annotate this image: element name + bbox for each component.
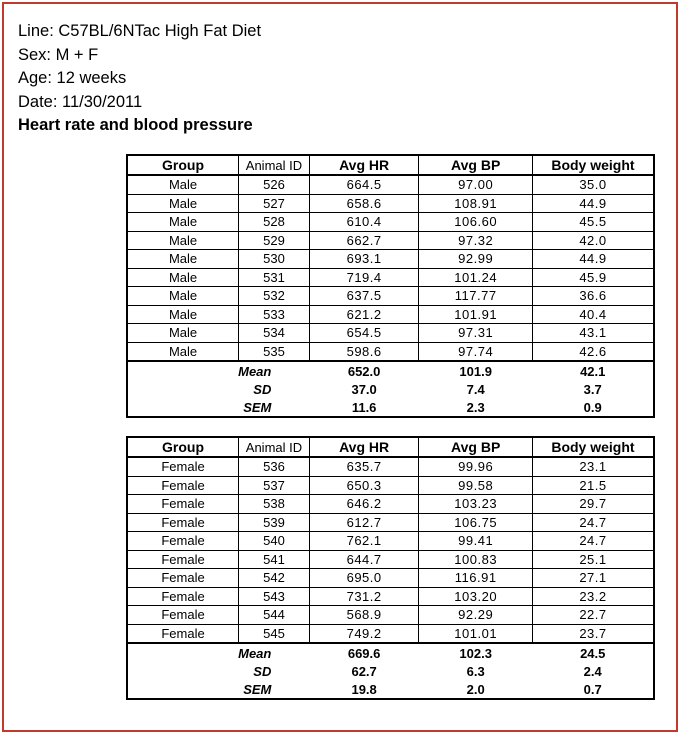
cell-animal-id: 528 xyxy=(239,213,310,232)
female-data-table xyxy=(126,436,655,700)
summary-row-mean xyxy=(127,643,654,662)
table-row xyxy=(127,495,654,514)
cell-avg-bp: 92.29 xyxy=(419,606,533,625)
summary-avg-bp: 101.9 xyxy=(419,361,533,380)
cell-body-weight: 22.7 xyxy=(532,606,654,625)
cell-avg-bp: 99.58 xyxy=(419,476,533,495)
cell-body-weight: 44.9 xyxy=(532,250,654,269)
cell-animal-id: 545 xyxy=(239,624,310,643)
cell-group: Female xyxy=(127,569,239,588)
summary-label: SEM xyxy=(243,399,272,415)
summary-avg-hr: 652.0 xyxy=(309,361,419,380)
cell-animal-id: 532 xyxy=(239,287,310,306)
cell-body-weight: 25.1 xyxy=(532,550,654,569)
cell-avg-hr: 662.7 xyxy=(309,231,419,250)
cell-avg-bp: 116.91 xyxy=(419,569,533,588)
summary-row-mean xyxy=(127,361,654,380)
table-row xyxy=(127,587,654,606)
col-header-avg-hr: Avg HR xyxy=(309,437,419,457)
cell-avg-hr: 598.6 xyxy=(309,342,419,361)
cell-animal-id: 538 xyxy=(239,495,310,514)
cell-animal-id: 530 xyxy=(239,250,310,269)
cell-animal-id: 534 xyxy=(239,324,310,343)
cell-body-weight: 21.5 xyxy=(532,476,654,495)
table-row xyxy=(127,175,654,194)
document-header xyxy=(18,20,261,138)
cell-avg-hr: 650.3 xyxy=(309,476,419,495)
col-header-avg-bp: Avg BP xyxy=(419,155,533,175)
cell-animal-id: 543 xyxy=(239,587,310,606)
col-header-avg-bp: Avg BP xyxy=(419,437,533,457)
summary-body-weight: 0.9 xyxy=(583,399,602,415)
cell-body-weight: 24.7 xyxy=(532,532,654,551)
summary-avg-bp: 7.4 xyxy=(466,381,485,397)
cell-animal-id: 541 xyxy=(239,550,310,569)
summary-body-weight: 3.7 xyxy=(583,381,602,397)
cell-group: Male xyxy=(127,342,239,361)
cell-avg-hr: 719.4 xyxy=(309,268,419,287)
summary-body-weight: 42.1 xyxy=(532,361,654,380)
cell-body-weight: 45.9 xyxy=(532,268,654,287)
table-row xyxy=(127,342,654,361)
cell-avg-bp: 97.32 xyxy=(419,231,533,250)
cell-animal-id: 527 xyxy=(239,194,310,213)
cell-avg-hr: 646.2 xyxy=(309,495,419,514)
col-header-body-weight: Body weight xyxy=(532,437,654,457)
cell-avg-hr: 664.5 xyxy=(309,175,419,194)
col-header-animal-id: Animal ID xyxy=(239,437,310,457)
cell-avg-bp: 106.60 xyxy=(419,213,533,232)
cell-avg-bp: 100.83 xyxy=(419,550,533,569)
cell-avg-hr: 658.6 xyxy=(309,194,419,213)
cell-group: Male xyxy=(127,250,239,269)
cell-group: Female xyxy=(127,550,239,569)
summary-label: Mean xyxy=(127,361,309,380)
summary-avg-hr: 62.7 xyxy=(351,663,377,679)
cell-avg-hr: 695.0 xyxy=(309,569,419,588)
cell-avg-hr: 612.7 xyxy=(309,513,419,532)
table-row xyxy=(127,457,654,476)
cell-animal-id: 533 xyxy=(239,305,310,324)
cell-group: Male xyxy=(127,324,239,343)
table-row xyxy=(127,476,654,495)
col-header-group: Group xyxy=(127,155,239,175)
table-row xyxy=(127,268,654,287)
summary-body-weight: 24.5 xyxy=(532,643,654,662)
header-row xyxy=(127,437,654,457)
summary-avg-hr: 37.0 xyxy=(351,381,377,397)
cell-animal-id: 536 xyxy=(239,457,310,476)
cell-body-weight: 43.1 xyxy=(532,324,654,343)
cell-animal-id: 535 xyxy=(239,342,310,361)
cell-avg-bp: 103.20 xyxy=(419,587,533,606)
col-header-body-weight: Body weight xyxy=(532,155,654,175)
summary-avg-bp: 2.3 xyxy=(466,399,485,415)
table-row xyxy=(127,569,654,588)
cell-group: Female xyxy=(127,495,239,514)
line-label: Line: C57BL/6NTac High Fat Diet xyxy=(18,22,262,40)
summary-label: SD xyxy=(253,663,272,679)
cell-avg-bp: 97.00 xyxy=(419,175,533,194)
summary-row-sem xyxy=(127,680,654,699)
summary-avg-bp: 2.0 xyxy=(466,681,485,697)
cell-group: Female xyxy=(127,624,239,643)
cell-avg-hr: 693.1 xyxy=(309,250,419,269)
cell-animal-id: 537 xyxy=(239,476,310,495)
document-subtitle: Heart rate and blood pressure xyxy=(18,116,253,134)
cell-animal-id: 539 xyxy=(239,513,310,532)
summary-avg-hr: 19.8 xyxy=(351,681,377,697)
cell-animal-id: 526 xyxy=(239,175,310,194)
cell-group: Male xyxy=(127,175,239,194)
cell-avg-bp: 101.91 xyxy=(419,305,533,324)
summary-avg-hr: 669.6 xyxy=(309,643,419,662)
cell-body-weight: 24.7 xyxy=(532,513,654,532)
cell-animal-id: 529 xyxy=(239,231,310,250)
table-row xyxy=(127,250,654,269)
date-label: Date: 11/30/2011 xyxy=(18,92,143,111)
cell-group: Male xyxy=(127,268,239,287)
table-row xyxy=(127,532,654,551)
table-row xyxy=(127,624,654,643)
table-row xyxy=(127,606,654,625)
cell-avg-bp: 117.77 xyxy=(419,287,533,306)
summary-avg-bp: 102.3 xyxy=(419,643,533,662)
summary-label: Mean xyxy=(127,643,309,662)
col-header-avg-hr: Avg HR xyxy=(309,155,419,175)
table-row xyxy=(127,231,654,250)
summary-row-sd xyxy=(127,380,654,398)
table-row xyxy=(127,213,654,232)
cell-body-weight: 27.1 xyxy=(532,569,654,588)
cell-avg-hr: 621.2 xyxy=(309,305,419,324)
cell-avg-hr: 654.5 xyxy=(309,324,419,343)
cell-avg-hr: 644.7 xyxy=(309,550,419,569)
cell-body-weight: 42.6 xyxy=(532,342,654,361)
table-row xyxy=(127,550,654,569)
cell-avg-hr: 635.7 xyxy=(309,457,419,476)
cell-avg-hr: 749.2 xyxy=(309,624,419,643)
cell-animal-id: 542 xyxy=(239,569,310,588)
cell-avg-hr: 568.9 xyxy=(309,606,419,625)
summary-row-sem xyxy=(127,398,654,417)
table-row xyxy=(127,513,654,532)
cell-avg-hr: 637.5 xyxy=(309,287,419,306)
cell-avg-bp: 97.74 xyxy=(419,342,533,361)
cell-group: Female xyxy=(127,476,239,495)
cell-body-weight: 23.7 xyxy=(532,624,654,643)
summary-avg-bp: 6.3 xyxy=(466,663,485,679)
cell-avg-bp: 101.01 xyxy=(419,624,533,643)
cell-avg-bp: 101.24 xyxy=(419,268,533,287)
cell-group: Male xyxy=(127,287,239,306)
cell-avg-bp: 106.75 xyxy=(419,513,533,532)
summary-label: SEM xyxy=(243,681,272,697)
summary-avg-hr: 11.6 xyxy=(351,399,377,415)
summary-row-sd xyxy=(127,662,654,680)
cell-group: Male xyxy=(127,194,239,213)
cell-group: Female xyxy=(127,457,239,476)
cell-avg-bp: 92.99 xyxy=(419,250,533,269)
cell-avg-hr: 731.2 xyxy=(309,587,419,606)
cell-animal-id: 540 xyxy=(239,532,310,551)
cell-avg-bp: 99.41 xyxy=(419,532,533,551)
table-row xyxy=(127,305,654,324)
cell-group: Female xyxy=(127,587,239,606)
cell-avg-hr: 762.1 xyxy=(309,532,419,551)
summary-body-weight: 0.7 xyxy=(583,681,602,697)
cell-group: Male xyxy=(127,305,239,324)
col-header-group: Group xyxy=(127,437,239,457)
cell-group: Male xyxy=(127,213,239,232)
table-row xyxy=(127,324,654,343)
cell-body-weight: 36.6 xyxy=(532,287,654,306)
summary-body-weight: 2.4 xyxy=(583,663,602,679)
cell-avg-hr: 610.4 xyxy=(309,213,419,232)
cell-body-weight: 44.9 xyxy=(532,194,654,213)
cell-animal-id: 544 xyxy=(239,606,310,625)
col-header-animal-id: Animal ID xyxy=(239,155,310,175)
age-label: Age: 12 weeks xyxy=(18,69,127,87)
cell-body-weight: 29.7 xyxy=(532,495,654,514)
cell-group: Female xyxy=(127,513,239,532)
header-row xyxy=(127,155,654,175)
male-data-table xyxy=(126,154,655,418)
cell-body-weight: 45.5 xyxy=(532,213,654,232)
cell-group: Female xyxy=(127,606,239,625)
table-row xyxy=(127,194,654,213)
cell-body-weight: 42.0 xyxy=(532,231,654,250)
cell-avg-bp: 99.96 xyxy=(419,457,533,476)
cell-avg-bp: 108.91 xyxy=(419,194,533,213)
cell-group: Female xyxy=(127,532,239,551)
summary-label: SD xyxy=(253,381,272,397)
sex-label: Sex: M + F xyxy=(18,45,99,64)
cell-body-weight: 40.4 xyxy=(532,305,654,324)
cell-avg-bp: 103.23 xyxy=(419,495,533,514)
table-row xyxy=(127,287,654,306)
cell-avg-bp: 97.31 xyxy=(419,324,533,343)
cell-body-weight: 35.0 xyxy=(532,175,654,194)
cell-group: Male xyxy=(127,231,239,250)
cell-body-weight: 23.2 xyxy=(532,587,654,606)
cell-body-weight: 23.1 xyxy=(532,457,654,476)
cell-animal-id: 531 xyxy=(239,268,310,287)
